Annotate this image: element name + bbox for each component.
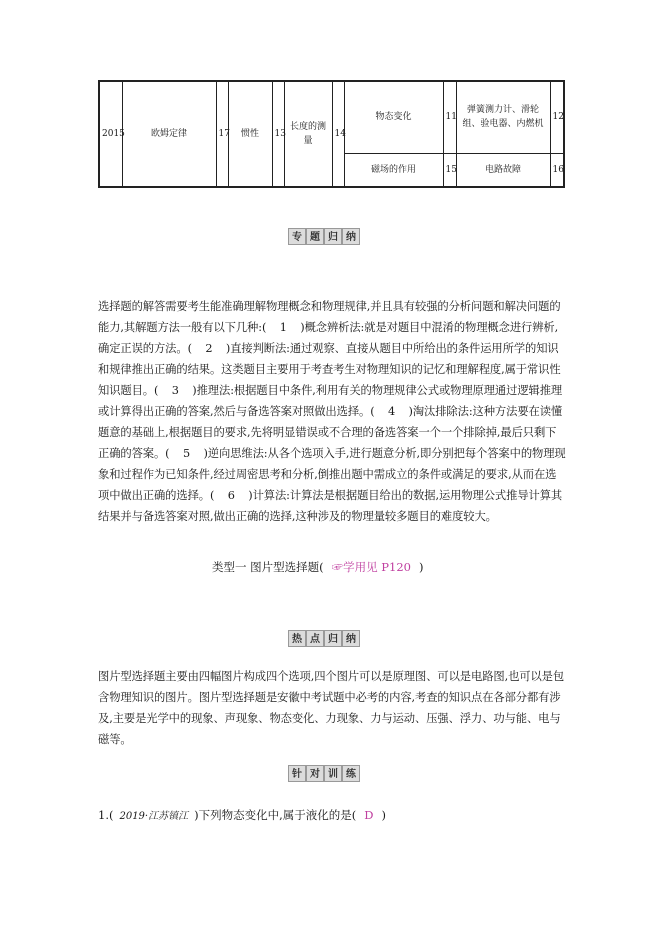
answer: D: [364, 808, 374, 822]
exam-table: [98, 80, 565, 188]
hotspot-paragraph: 图片型选择题主要由四幅图片构成四个选项,四个图片可以是原理图、可以是电路图,也可以是包含物理知识的图片。图片型选择题是安徽中考试题中必考的内容,考查的知识点在各部分都有涉及,主要是光学中的现象、声现象、物态变化、力现象、力与运动、压强、浮力、功与能、电与磁等。: [98, 670, 565, 746]
badge-char: 热: [288, 630, 306, 647]
badge-char: 专: [288, 228, 306, 245]
cell-num: 14: [332, 81, 344, 187]
type-heading: 类型一 图片型选择题( ☞学用见 P120 ): [212, 560, 424, 574]
section-badge-summary: [288, 228, 360, 245]
cell-num: 16: [550, 153, 564, 187]
cell-year: 2015: [99, 81, 122, 187]
cell-num: 13: [272, 81, 284, 187]
badge-char: 练: [342, 765, 360, 782]
badge-char: 纳: [342, 630, 360, 647]
cell-topic-length: 长度的测量: [284, 81, 332, 187]
question-source: 2019·江苏镇江: [119, 811, 189, 822]
cell-num: 15: [443, 153, 456, 187]
cell-num: 17: [216, 81, 228, 187]
badge-char: 对: [306, 765, 324, 782]
badge-char: 题: [306, 228, 324, 245]
cell-num: 12: [550, 81, 564, 153]
badge-char: 归: [324, 630, 342, 647]
cell-topic-circuit-fault: 电路故障: [456, 153, 550, 187]
intro-paragraph: 选择题的解答需要考生能准确理解物理概念和物理规律,并且具有较强的分析问题和解决问题的能力,其解题方法一般有以下几种:( 1 )概念辨析法:就是对题目中混淆的物理概念进行辨析,确定正误的方法。( 2 )直接判断法:通过观察、直接从题目中所给出的条件运用所学的知识和规律推出正确的结果。这类题目主要用于考查考生对物理知识的记忆和理解程度,属于常识性知识题目。( 3 )推理法:根据题目中条件,利用有关的物理规律公式或物理原理通过逻辑推理或计算得出正确的答案,然后与备选答案对照做出选择。( 4 )淘汰排除法:这种方法要在读懂题意的基础上,根据题目的要求,先将明显错误或不合理的备选答案一个一个排除掉,最后只剩下正确的答案。( 5 )逆向思维法:从各个选项入手,进行题意分析,即分别把每个答案中的物理现象和过程作为已知条件,经过周密思考和分析,倒推出题中需成立的条件或满足的要求,从而在选项中做出正确的选择。( 6 )计算法:计算法是根据题目给出的数据,运用物理公式推导计算其结果并与备选答案对照,做出正确的选择,这种涉及的物理量较多题目的难度较大。: [98, 300, 566, 523]
page-reference-link[interactable]: ☞学用见 P120: [331, 560, 411, 574]
cell-topic-magnetic: 磁场的作用: [344, 153, 443, 187]
badge-char: 纳: [342, 228, 360, 245]
cell-topic-inertia: 惯性: [228, 81, 272, 187]
badge-char: 训: [324, 765, 342, 782]
badge-char: 点: [306, 630, 324, 647]
cell-topic-ohm: 欧姆定律: [122, 81, 216, 187]
question-1: 1.( 2019·江苏镇江 )下列物态变化中,属于液化的是( D ): [98, 808, 386, 822]
section-badge-practice: [288, 765, 360, 782]
cell-topic-state-change: 物态变化: [344, 81, 443, 153]
badge-char: 归: [324, 228, 342, 245]
section-badge-hotspot: [288, 630, 360, 647]
badge-char: 针: [288, 765, 306, 782]
cell-num: 11: [443, 81, 456, 153]
cell-topic-instruments: 弹簧测力计、滑轮组、验电器、内燃机: [456, 81, 550, 153]
